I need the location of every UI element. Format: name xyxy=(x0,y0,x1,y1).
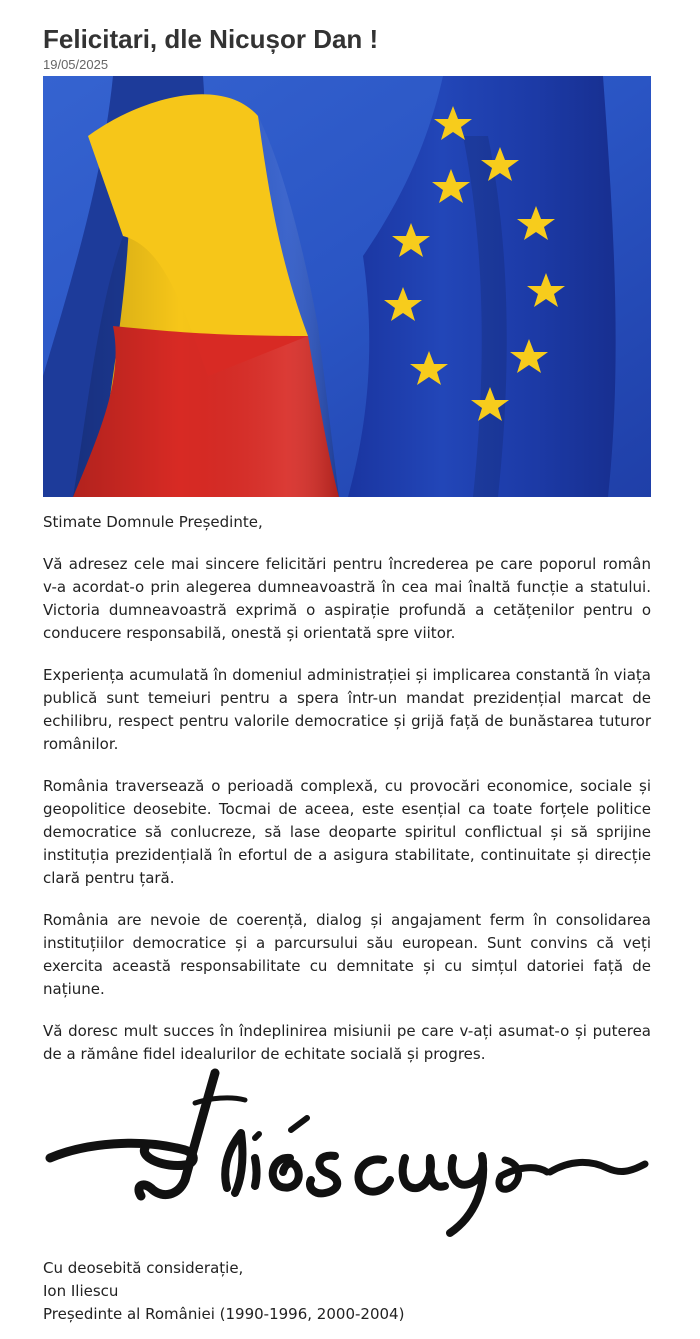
letter-paragraph-4: România are nevoie de coerență, dialog și angajament ferm în consolidarea instituțiilor democratice și a parcursului său european. Sunt convins că veți exercita această responsabilitate cu demnitate și cu simțul datoriei față de națiune. xyxy=(43,911,651,998)
letter-paragraph-1: Vă adresez cele mai sincere felicitări pentru încrederea pe care poporul român v-a acordat-o prin alegerea dumneavoastră în cea mai înaltă funcție a statului. Victoria dumneavoastră exprimă o aspirație profundă a cetățenilor pentru o conducere responsabilă, onestă și orientată spre viitor. xyxy=(43,555,651,642)
signer-name: Ion Iliescu xyxy=(43,1282,119,1300)
handwritten-signature xyxy=(45,1068,650,1238)
closing-regards: Cu deosebită considerație, xyxy=(43,1259,244,1277)
letter-salutation: Stimate Domnule Președinte, xyxy=(43,513,263,531)
signer-position: Președinte al României (1990-1996, 2000-2004) xyxy=(43,1305,405,1323)
letter-paragraph-2: Experiența acumulată în domeniul administrației și implicarea constantă în viața publică sunt temeiuri pentru a spera într-un mandat prezidențial marcat de echilibru, respect pentru valorile democratice și grijă față de bunăstarea tuturor românilor. xyxy=(43,666,651,753)
article-title: Felicitari, dle Nicușor Dan ! xyxy=(43,24,379,54)
article-date: 19/05/2025 xyxy=(43,57,109,72)
letter-body xyxy=(43,511,651,1085)
letter-paragraph-5: Vă doresc mult succes în îndeplinirea misiunii pe care v-ați asumat-o și puterea de a rămâne fidel idealurilor de echitate socială și progres. xyxy=(43,1022,651,1063)
letter-closing xyxy=(43,1257,404,1326)
flags-image xyxy=(43,76,651,497)
letter-paragraph-3: România traversează o perioadă complexă, cu provocări economice, sociale și geopolitice deosebite. Tocmai de aceea, este esențial ca toate forțele politice democratice să conlucreze, să lase deoparte spiritul conflictual și să sprijine instituția prezidențială în efortul de a asigura stabilitate, continuitate și direcție clară pentru țară. xyxy=(43,777,651,887)
